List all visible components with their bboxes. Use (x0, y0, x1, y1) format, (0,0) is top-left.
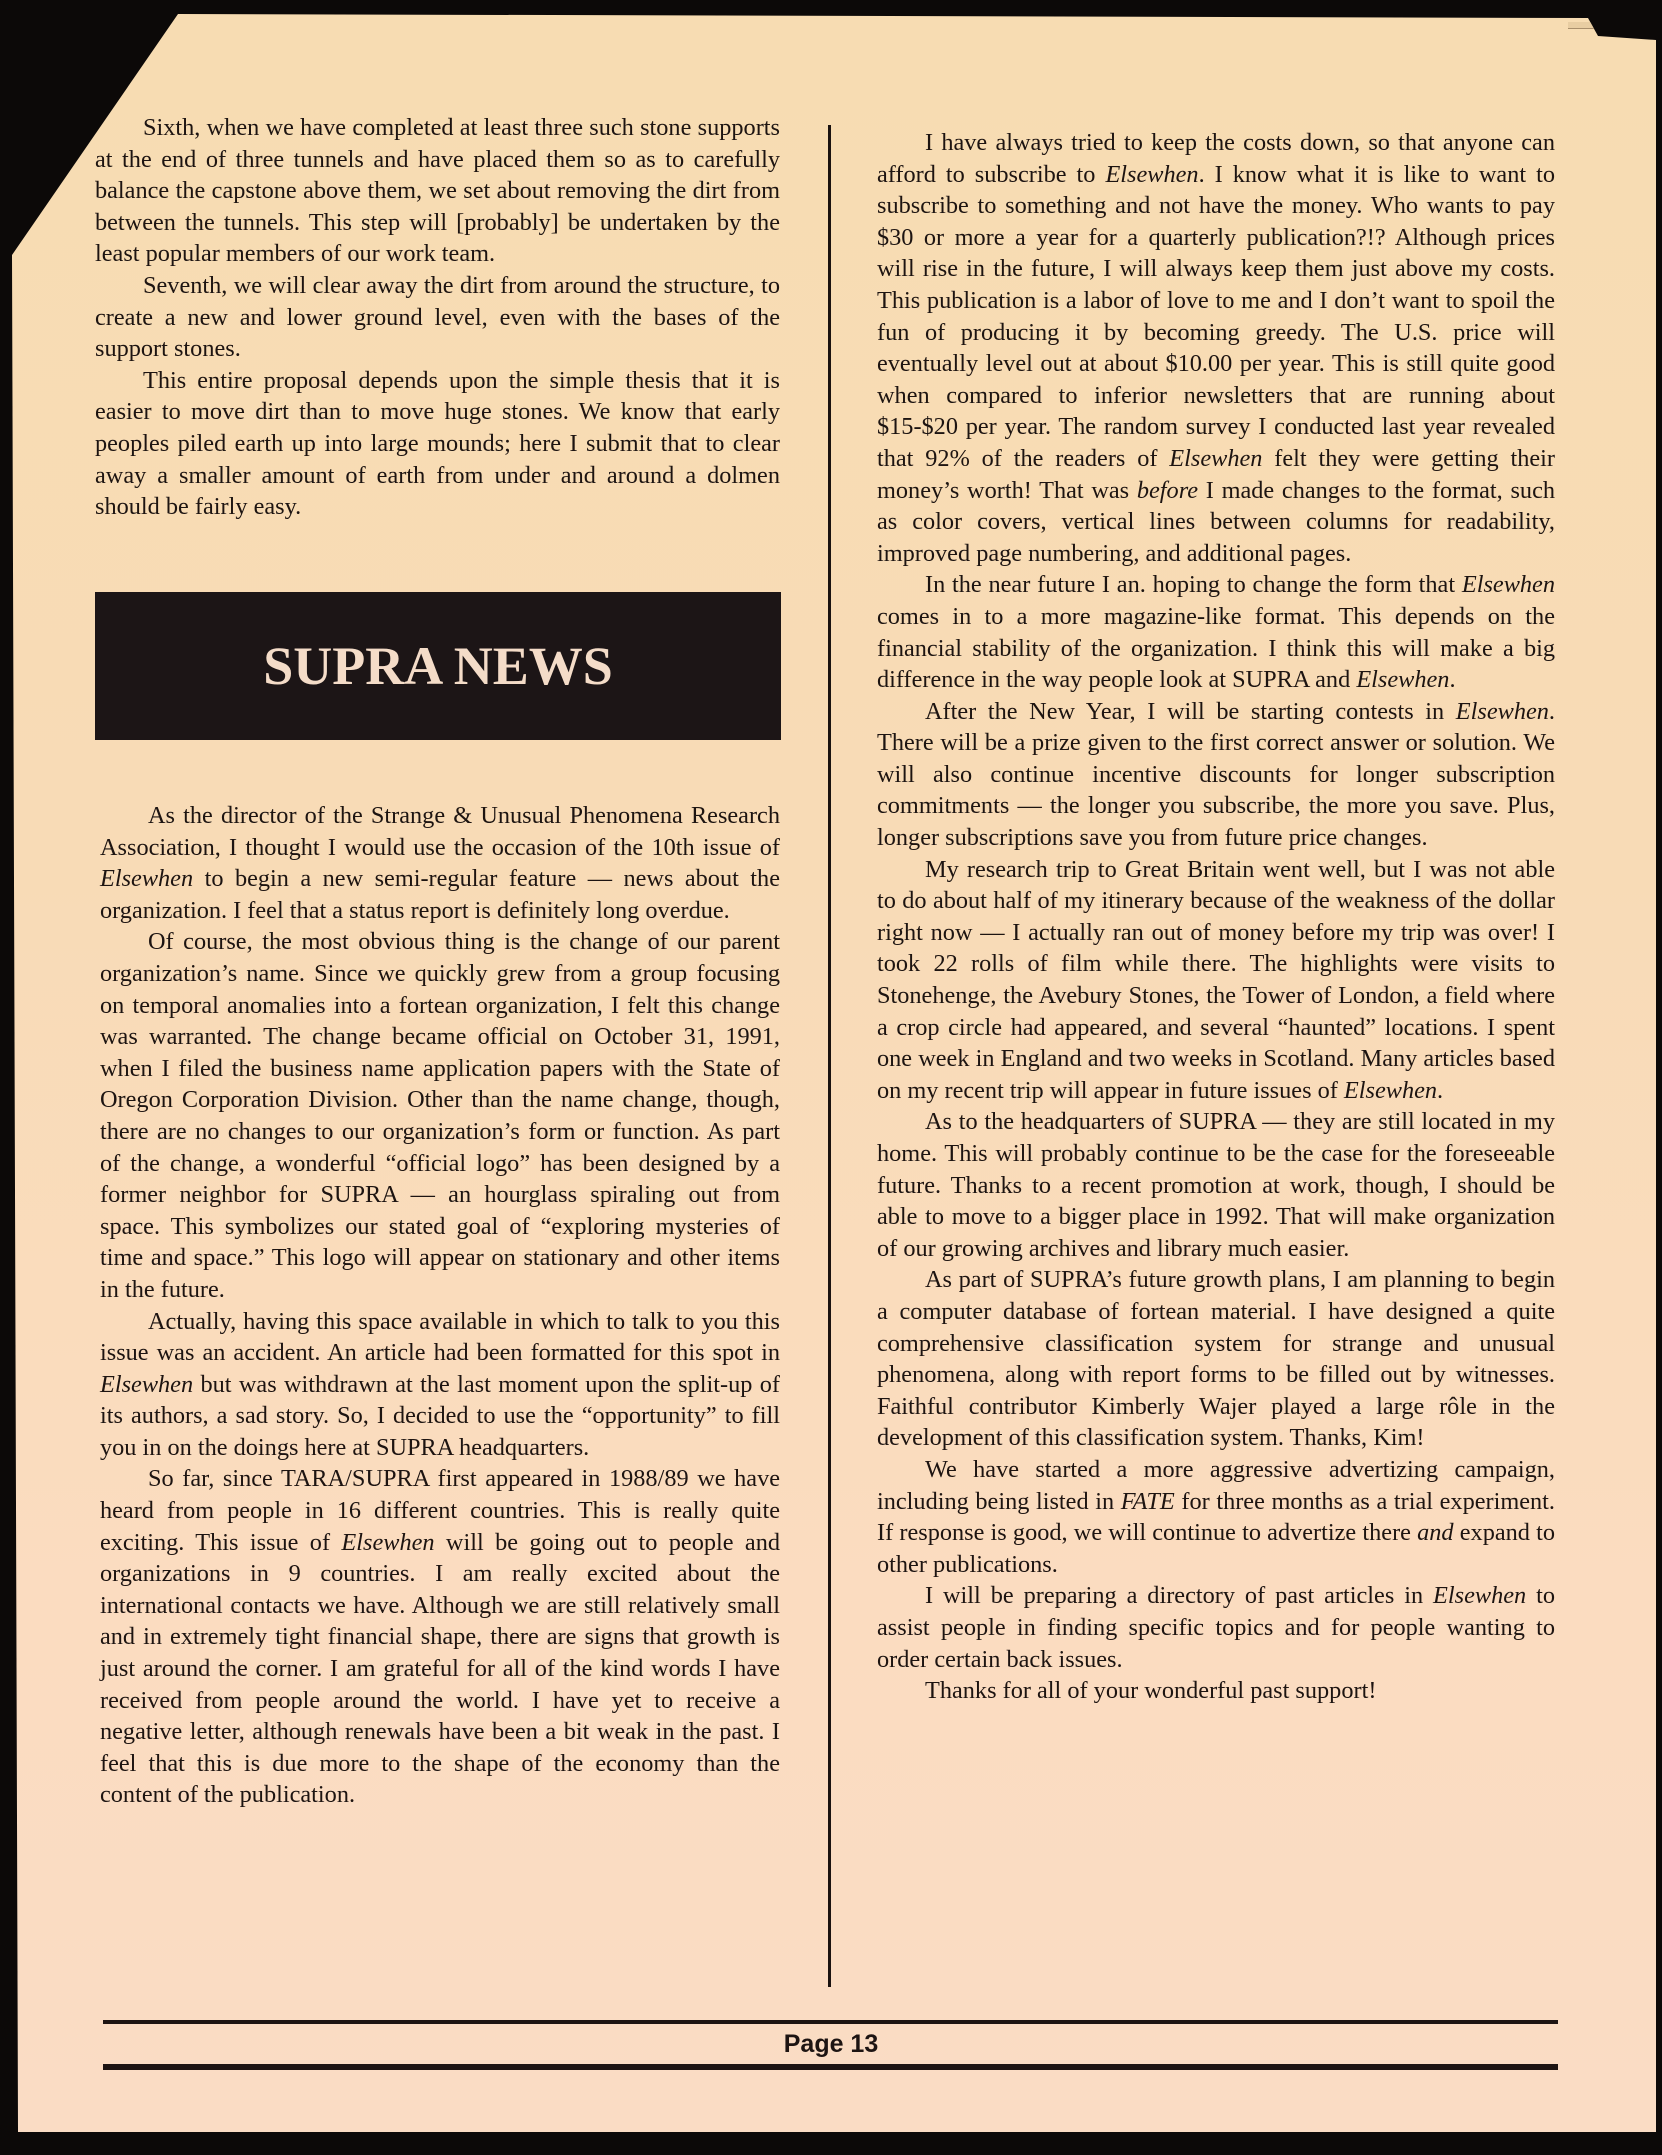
underlying-sheet-edge (1568, 22, 1658, 29)
footer-rule-top (103, 2020, 1558, 2024)
right-column-supra-news (877, 127, 1555, 1707)
publication-title: Elsewhen (341, 1528, 435, 1556)
paragraph: As the director of the Strange & Unusual Phenomena Research Association, I thought I would use the occasion of the 10th issue of Elsewhen to begin a new semi-regular feature — news about the organization. I feel that a status report is definitely long overdue. (100, 802, 780, 924)
paragraph: Seventh, we will clear away the dirt from around the structure, to create a new and lower ground level, even with the bases of the support stones. (95, 271, 780, 363)
paragraph: So far, since TARA/SUPRA first appeared in 1988/89 we have heard from people in 16 different countries. This is really quite exciting. This issue of Elsewhen will be going out to people and organizations in 9 countries. I am really excited about the international contacts we have. Although we are still relatively small and in extremely tight financial shape, there are signs that growth is just around the corner. I am grateful for all of the kind words I have received from people around the world. I have yet to receive a negative letter, although renewals have been a bit weak in the past. I feel that this is due more to the shape of the economy than the content of the publication. (100, 1465, 781, 1809)
paragraph: Actually, having this space available in which to talk to you this issue was an accident. An article had been formatted for this spot in Elsewhen but was withdrawn at the last moment upon the split-up of its authors, a sad story. So, I decided to use the “opportunity” to fill you in on the doings here at SUPRA headquarters. (100, 1307, 780, 1461)
column-divider (828, 125, 831, 1987)
paragraph: Of course, the most obvious thing is the change of our parent organization’s name. Since we quickly grew from a group focusing on temporal anomalies into a fortean organization, I felt this change was warranted. The change became official on October 31, 1991, when I filed the business name application papers with the State of Oregon Corporation Division. Other than the name change, though, there are no changes to our organization’s form or function. As part of the change, a wonderful “official logo” has been designed by a former neighbor for SUPRA — an hourglass spiraling out from space. This symbolizes our stated goal of “exploring mysteries of time and space.” This logo will appear on stationary and other items in the future. (100, 928, 780, 1303)
paragraph: This entire proposal depends upon the simple thesis that it is easier to move dirt than to move huge stones. We know that early peoples piled earth up into large mounds; here I submit that to clear away a smaller amount of earth from under and around a dolmen should be fairly easy. (95, 366, 780, 521)
paragraph: As to the headquarters of SUPRA — they are still located in my home. This will probably continue to be the case for the foreseeable future. Thanks to a recent promotion at work, though, I should be able to move to a bigger place in 1992. That will make organization of our growing archives and library much easier. (877, 1108, 1555, 1262)
left-column-supra-news (100, 800, 780, 1811)
publication-title: Elsewhen (100, 1370, 194, 1398)
page-number: Page 13 (783, 2030, 879, 2058)
section-title: SUPRA NEWS (263, 636, 613, 696)
section-banner (95, 592, 781, 740)
paragraph: In the near future I an. hoping to change the form that Elsewhen comes in to a more magazine-like format. This depends on the financial stability of the organization. I think this will make a big difference in the way people look at SUPRA and Elsewhen. (877, 571, 1555, 694)
paragraph: As part of SUPRA’s future growth plans, I am planning to begin a computer database of fortean material. I have designed a quite comprehensive classification system for strange and unusual phenomena, along with report forms to be filled out by witnesses. Faithful contributor Kimberly Wajer played a large rôle in the development of this classification system. Thanks, Kim! (877, 1266, 1555, 1452)
paragraph: We have started a more aggressive advertizing campaign, including being listed in FATE for three months as a trial experiment. If response is good, we will continue to advertize there and expand to other publications. (877, 1455, 1555, 1578)
paragraph: Sixth, when we have completed at least three such stone supports at the end of three tunnels and have placed them so as to carefully balance the capstone above them, we set about removing the dirt from between the tunnels. This step will [probably] be undertaken by the least popular members of our work team. (95, 114, 780, 268)
paragraph: Thanks for all of your wonderful past support! (925, 1677, 1377, 1705)
paragraph: I have always tried to keep the costs down, so that anyone can afford to subscribe to Elsewhen. I know what it is like to want to subscribe to something and not have the money. Who wants to pay $30 or more a year for a quarterly publication?!? Although prices will rise in the future, I will always keep them just above my costs. This publication is a labor of love to me and I don’t want to spoil the fun of producing it by becoming greedy. The U.S. price will eventually level out at about $10.00 per year. This is still quite good when compared to inferior newsletters that are running about $15-$20 per year. The random survey I conducted last year revealed that 92% of the readers of Elsewhen felt they were getting their money’s worth! That was before I made changes to the format, such as color covers, vertical lines between columns for readability, improved page numbering, and additional pages. (877, 129, 1556, 567)
paragraph: My research trip to Great Britain went well, but I was not able to do about half of my itinerary because of the weakness of the dollar right now — I actually ran out of money before my trip was over! I took 22 rolls of film while there. The highlights were visits to Stonehenge, the Avebury Stones, the Tower of London, a field where a crop circle had appeared, and several “haunted” locations. I spent one week in England and two weeks in Scotland. Many articles based on my recent trip will appear in future issues of Elsewhen. (877, 855, 1555, 1104)
paragraph: I will be preparing a directory of past articles in Elsewhen to assist people in finding specific topics and for people wanting to order certain back issues. (877, 1582, 1555, 1673)
left-column-article-continuation (95, 112, 780, 523)
paragraph: After the New Year, I will be starting contests in Elsewhen. There will be a prize given to the first correct answer or solution. We will also continue incentive discounts for longer subscription commitments — the longer you subscribe, the more you save. Plus, longer subscriptions save you from future price changes. (877, 697, 1555, 852)
publication-title: Elsewhen (100, 865, 194, 893)
footer-rule-bottom (103, 2064, 1558, 2070)
